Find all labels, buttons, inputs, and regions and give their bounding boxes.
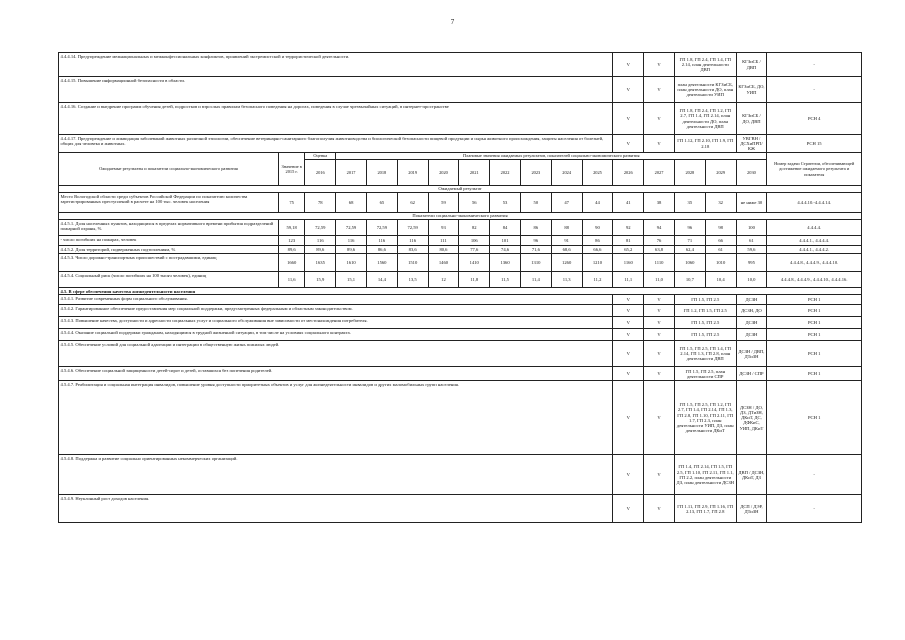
executor: КГЗиСБ, ДО, УИП	[736, 77, 767, 103]
measure-row	[59, 53, 862, 77]
value-cell: 86,6	[366, 246, 397, 254]
header-indicator: Ожидаемые результаты и показатели социально-экономического развития	[59, 153, 279, 186]
executor: ДСЗН	[736, 295, 767, 305]
value-cell: 116	[336, 236, 367, 246]
measure-row	[59, 455, 862, 495]
measure-text: 4.5.4.5. Обеспечение условий для социальной адаптации и интеграции в общественную жизнь пожилых людей.	[59, 341, 613, 367]
program-ref: ГП 1.5, ГП 2.5	[674, 317, 736, 329]
measure-row	[59, 305, 862, 317]
value-cell: 50	[520, 193, 551, 213]
table-row	[59, 236, 862, 246]
executor: ДСП / ДЭР, ДТиЗН	[736, 495, 767, 523]
value-cell: 995	[736, 254, 767, 272]
executor: КГЗиСБ / ДО, ДВП	[736, 103, 767, 135]
value-cell: 65	[366, 193, 397, 213]
year-2019: 2019	[397, 160, 428, 186]
v-mark: V	[644, 53, 675, 77]
measure-row	[59, 367, 862, 381]
measure-row	[59, 341, 862, 367]
value-cell: 1360	[490, 254, 521, 272]
value-cell: 1110	[644, 254, 675, 272]
value-cell: 116	[397, 236, 428, 246]
value-cell: 47	[551, 193, 582, 213]
value-cell: 41	[613, 193, 644, 213]
measure-text: 4.4.4.16. Создание и внедрение программ обучения детей, подростков и взрослых правилам безопасного поведения на дорогах, поведения в случае чрезвычайных ситуаций, в интернет-пространстве	[59, 103, 613, 135]
value-cell: 35	[674, 193, 705, 213]
section-title: 4.5. В сфере обеспечения качества жизнедеятельности населения	[59, 288, 862, 295]
task-number: 4.4.4.8., 4.4.4.9., 4.4.4.10., 4.4.4.16.	[767, 272, 862, 288]
value-cell: 15,1	[336, 272, 367, 288]
code: РСН 1	[767, 341, 862, 367]
program-ref: ГП 1.5, ГП 2.5, ГП 1.2, ГП 2.7, ГП 1.4, ГП 2.14, ГП 1.3, ГП 2.8, ГП 1.10, ГП 2.11, ГП 1.7, ГП 2.3, план деятельности УИП, ДЗ, план деятельности ДКиТ	[674, 381, 736, 455]
program-ref: ГП 1.12, ГП 2.10, ГП 1.9, ГП 2.18	[674, 135, 736, 153]
indicator-name: 4.4.5.4. Социальный риск (число погибших на 100 тысяч человек), единиц	[59, 272, 279, 288]
value-cell: 1160	[613, 254, 644, 272]
indicator-name: 4.4.5.3. Число дорожно-транспортных происшествий с пострадавшими, единиц	[59, 254, 279, 272]
executor: ДСЗН	[736, 317, 767, 329]
value-cell: 92	[613, 220, 644, 236]
value-cell: 83,6	[397, 246, 428, 254]
value-cell: 59,18	[278, 220, 304, 236]
indicator-name: - число погибших на пожарах, человек	[59, 236, 279, 246]
year-2022: 2022	[490, 160, 521, 186]
value-cell: 12	[428, 272, 459, 288]
measure-row	[59, 329, 862, 341]
value-cell: 101	[490, 236, 521, 246]
v-mark: V	[644, 367, 675, 381]
year-2018: 2018	[366, 160, 397, 186]
value-cell: 72,59	[336, 220, 367, 236]
value-cell: 98	[705, 220, 736, 236]
v-mark: V	[644, 329, 675, 341]
year-2030: 2030	[736, 160, 767, 186]
bottom-rows	[59, 288, 862, 523]
value-cell: 1460	[428, 254, 459, 272]
value-cell: 1560	[366, 254, 397, 272]
v-mark: V	[613, 455, 644, 495]
measure-row	[59, 103, 862, 135]
program-ref: ГП 1.5, ГП 2.5	[674, 295, 736, 305]
code: РСН 1	[767, 305, 862, 317]
v-mark: V	[613, 135, 644, 153]
code: РСН 1	[767, 329, 862, 341]
value-cell: 68	[336, 193, 367, 213]
value-cell: 86	[520, 220, 551, 236]
measure-row	[59, 495, 862, 523]
value-cell: 91	[551, 236, 582, 246]
value-cell: 1310	[520, 254, 551, 272]
value-cell: 11,4	[520, 272, 551, 288]
page-number: 7	[450, 18, 455, 26]
task-number: 4.4.4.1., 4.4.4.4.	[767, 236, 862, 246]
v-mark: V	[613, 103, 644, 135]
table-row	[59, 272, 862, 288]
value-cell: 59	[428, 193, 459, 213]
executor: ДСЗН / СПР	[736, 367, 767, 381]
value-cell: 1010	[705, 254, 736, 272]
value-cell: 116	[305, 236, 336, 246]
v-mark: V	[644, 77, 675, 103]
program-ref: ГП 1.8, ГП 2.4, ГП 1.2, ГП 2.7, ГП 1.4, ГП 2.14, план деятельности ДО, план деятельности ДВП	[674, 103, 736, 135]
v-mark: V	[644, 341, 675, 367]
program-ref: ГП 1.8, ГП 2.4, ГП 1.4, ГП 2.14, план деятельности ДВП	[674, 53, 736, 77]
value-cell: 53	[490, 193, 521, 213]
measure-text: 4.5.4.8. Поддержка и развитие социально ориентированных некоммерческих организаций.	[59, 455, 613, 495]
expected-result-label: Ожидаемый результат	[59, 186, 862, 193]
year-2028: 2028	[674, 160, 705, 186]
value-cell: 65,2	[613, 246, 644, 254]
value-cell: 66,6	[582, 246, 613, 254]
value-cell: 62,4	[674, 246, 705, 254]
measure-row	[59, 295, 862, 305]
header-task-number: Номер задачи Стратегии, обеспечивающей достижение ожидаемого результата и показателя	[767, 153, 862, 186]
indicator-rows	[59, 186, 862, 288]
code: РСН 1	[767, 295, 862, 305]
value-cell: 90	[582, 220, 613, 236]
value-cell: 72,59	[305, 220, 336, 236]
value-cell: 88	[551, 220, 582, 236]
executor: УВГВН / ДСХиПРП/КЖ	[736, 135, 767, 153]
value-cell: 96	[674, 220, 705, 236]
measure-text: 4.5.4.9. Неуклонный рост доходов населения.	[59, 495, 613, 523]
v-mark: V	[644, 305, 675, 317]
year-2016: 2016	[305, 160, 336, 186]
measure-text: 4.5.4.6. Обеспечение социальной защищенности детей-сирот и детей, оставшихся без попечения родителей.	[59, 367, 613, 381]
measure-text: 4.5.4.4. Оказание социальной поддержки гражданам, находящимся в трудной жизненной ситуации, в том числе на условиях социального контракта.	[59, 329, 613, 341]
expected-result-label-row	[59, 186, 862, 193]
measure-row	[59, 135, 862, 153]
code: -	[767, 455, 862, 495]
value-cell: 10,7	[674, 272, 705, 288]
value-cell: 93	[428, 220, 459, 236]
value-cell: 123	[278, 236, 304, 246]
header-2015: Значение в 2015 г.	[278, 153, 304, 186]
code: РСН 1	[767, 367, 862, 381]
section-title-row	[59, 288, 862, 295]
executor: ДСЗН / ДВП, ДТиЗН	[736, 341, 767, 367]
measure-text: 4.5.4.3. Повышение качества, доступности и адресности социальных услуг и социального обслуживания вне зависимости от местонахождения потребителя.	[59, 317, 613, 329]
value-cell: 11,8	[459, 272, 490, 288]
program-ref: ГП 1.5, ГП 2.5, план деятельности СПР	[674, 367, 736, 381]
year-2021: 2021	[459, 160, 490, 186]
table-row	[59, 246, 862, 254]
value-cell: 72,59	[366, 220, 397, 236]
table-row	[59, 254, 862, 272]
value-cell: 62	[397, 193, 428, 213]
v-mark: V	[613, 367, 644, 381]
value-cell: 74,6	[490, 246, 521, 254]
value-cell: 100	[736, 220, 767, 236]
value-cell: 1410	[459, 254, 490, 272]
measure-row	[59, 381, 862, 455]
value-cell: 75	[278, 193, 304, 213]
program-ref: ГП 1.4, ГП 2.14, ГП 1.5, ГП 2.5, ГП 1.10, ГП 2.11, ГП 1.1, ГП 2.2, план деятельности ДЗ, план деятельности ДСЗН	[674, 455, 736, 495]
code: РСН 15	[767, 135, 862, 153]
year-2024: 2024	[551, 160, 582, 186]
v-mark: V	[644, 381, 675, 455]
value-cell: 11,3	[551, 272, 582, 288]
strategy-table	[58, 52, 862, 523]
value-cell: 116	[366, 236, 397, 246]
value-cell: 44	[582, 193, 613, 213]
v-mark: V	[613, 305, 644, 317]
value-cell: 10,4	[705, 272, 736, 288]
program-ref: план деятельности КГЗиСБ, план деятельности ДО, план деятельности УИП	[674, 77, 736, 103]
indicators-label: Показатели социально-экономического развития	[59, 213, 862, 220]
value-cell: 78	[305, 193, 336, 213]
value-cell: 84	[490, 220, 521, 236]
value-cell: 1660	[278, 254, 304, 272]
value-cell: 66	[705, 236, 736, 246]
value-cell: 14,4	[366, 272, 397, 288]
v-mark: V	[644, 455, 675, 495]
value-cell: 111	[428, 236, 459, 246]
v-mark: V	[613, 341, 644, 367]
value-cell: 72,59	[397, 220, 428, 236]
v-mark: V	[613, 53, 644, 77]
executor: ДСЗН	[736, 329, 767, 341]
indicator-name: 4.4.5.1. Доля населенных пунктов, находящихся в пределах нормативного времени прибытия подразделений пожарной охраны, %	[59, 220, 279, 236]
value-cell: 94	[644, 220, 675, 236]
value-cell: 10,0	[736, 272, 767, 288]
measure-row	[59, 317, 862, 329]
table-row	[59, 220, 862, 236]
year-2026: 2026	[613, 160, 644, 186]
code: -	[767, 77, 862, 103]
v-mark: V	[644, 103, 675, 135]
v-mark: V	[613, 381, 644, 455]
v-mark: V	[613, 495, 644, 523]
value-cell: 1060	[674, 254, 705, 272]
v-mark: V	[644, 495, 675, 523]
table-row	[59, 193, 862, 213]
value-cell: 15,9	[305, 272, 336, 288]
indicator-name: Место Вологодской области среди субъектов Российской Федерации по показателю количества зарегистрированных преступлений в расчете на 100 тыс. человек населения	[59, 193, 279, 213]
program-ref: ГП 1.5, ГП 2.5, ГП 1.4, ГП 2.14, ГП 1.3, ГП 2.8, план деятельности ДВП	[674, 341, 736, 367]
value-cell: 71	[674, 236, 705, 246]
measure-text: 4.5.4.2. Гарантированное обеспечение предоставления мер социальной поддержки, предусмотренных федеральным и областным законодательством.	[59, 305, 613, 317]
year-2023: 2023	[520, 160, 551, 186]
value-cell: 80,6	[428, 246, 459, 254]
value-cell: 11,0	[644, 272, 675, 288]
value-cell: 11,6	[278, 272, 304, 288]
header-planned: Плановые значения ожидаемых результатов, показателей социально-экономического развития	[336, 153, 767, 160]
value-cell: 1635	[305, 254, 336, 272]
value-cell: 1510	[397, 254, 428, 272]
value-cell: 56	[459, 193, 490, 213]
year-2029: 2029	[705, 160, 736, 186]
measure-text: 4.5.4.7. Реабилитация и социальная интеграция инвалидов, повышение уровня доступности приоритетных объектов и услуг для жизнедеятельности инвалидов и других маломобильных групп населения.	[59, 381, 613, 455]
v-mark: V	[644, 317, 675, 329]
v-mark: V	[613, 295, 644, 305]
value-cell: 11,1	[613, 272, 644, 288]
v-mark: V	[644, 135, 675, 153]
value-cell: 81	[613, 236, 644, 246]
code: РСН 4	[767, 103, 862, 135]
measure-text: 4.5.4.1. Развитие современных форм социального обслуживания.	[59, 295, 613, 305]
top-rows	[59, 53, 862, 153]
header-estimate: Оценка	[305, 153, 336, 160]
code: -	[767, 53, 862, 77]
indicators-label-row	[59, 213, 862, 220]
value-cell: 59,6	[736, 246, 767, 254]
executor: КГЗиСБ / ДВП	[736, 53, 767, 77]
executor: ДСЗН / ДО, ДЗ, ДТиЗН, ДКиТ, ДС, ДФКиС, УИП, ДКиТ	[736, 381, 767, 455]
value-cell: 76	[644, 236, 675, 246]
executor: ДСЗН, ДО	[736, 305, 767, 317]
value-cell: 89,6	[336, 246, 367, 254]
v-mark: V	[613, 317, 644, 329]
value-cell: 89,6	[278, 246, 304, 254]
value-cell: 82	[459, 220, 490, 236]
value-cell: 63,8	[644, 246, 675, 254]
task-number: 4.4.4.4.	[767, 220, 862, 236]
code: РСН 1	[767, 381, 862, 455]
indicator-name: 4.4.5.2. Доля территорий, подверженных подтоплениям, %	[59, 246, 279, 254]
value-cell: 13,5	[397, 272, 428, 288]
value-cell: 86	[582, 236, 613, 246]
value-cell: 11,5	[490, 272, 521, 288]
program-ref: ГП 1.5, ГП 2.5	[674, 329, 736, 341]
measure-text: 4.4.4.17. Предупреждение и ликвидация заболеваний животных различной этиологии, обеспечение ветеринарно-санитарного благополучия животноводства и биологической безопасности пищевой продукции и сырья животного происхождения, защиты населения от болезней, общих для человека и животных.	[59, 135, 613, 153]
measure-text: 4.4.4.14. Предупреждение межнациональных и межконфессиональных конфликтов, проявлений экстремистской и террористической деятельности.	[59, 53, 613, 77]
v-mark: V	[613, 77, 644, 103]
value-cell: 68,6	[551, 246, 582, 254]
program-ref: ГП 1.2, ГП 1.5, ГП 2.5	[674, 305, 736, 317]
year-2020: 2020	[428, 160, 459, 186]
value-cell: 1610	[336, 254, 367, 272]
v-mark: V	[613, 329, 644, 341]
code: РСН 1	[767, 317, 862, 329]
value-cell: 61	[705, 246, 736, 254]
value-cell: 89,6	[305, 246, 336, 254]
value-cell: 106	[459, 236, 490, 246]
program-ref: ГП 1.11, ГП 2.9, ГП 1.16, ГП 2.13, ГП 1.7, ГП 2.8	[674, 495, 736, 523]
table-header	[59, 153, 862, 186]
v-mark: V	[644, 295, 675, 305]
executor: ДВП / ДСЗН, ДКиТ, ДЗ	[736, 455, 767, 495]
value-cell: 77,6	[459, 246, 490, 254]
value-cell: 71,6	[520, 246, 551, 254]
year-2027: 2027	[644, 160, 675, 186]
document-sheet	[58, 52, 862, 627]
measure-text: 4.4.4.15. Повышение информационной безопасности в области.	[59, 77, 613, 103]
value-cell: 1260	[551, 254, 582, 272]
value-cell: 61	[736, 236, 767, 246]
value-cell: 1210	[582, 254, 613, 272]
value-cell: не ниже 30	[736, 193, 767, 213]
value-cell: 32	[705, 193, 736, 213]
value-cell: 11,2	[582, 272, 613, 288]
year-2025: 2025	[582, 160, 613, 186]
value-cell: 96	[520, 236, 551, 246]
task-number: 4.4.4.10.-4.4.4.14.	[767, 193, 862, 213]
task-number: 4.4.4.1., 4.4.4.2.	[767, 246, 862, 254]
code: -	[767, 495, 862, 523]
task-number: 4.4.4.8., 4.4.4.9., 4.4.4.10.	[767, 254, 862, 272]
year-2017: 2017	[336, 160, 367, 186]
measure-row	[59, 77, 862, 103]
value-cell: 38	[644, 193, 675, 213]
